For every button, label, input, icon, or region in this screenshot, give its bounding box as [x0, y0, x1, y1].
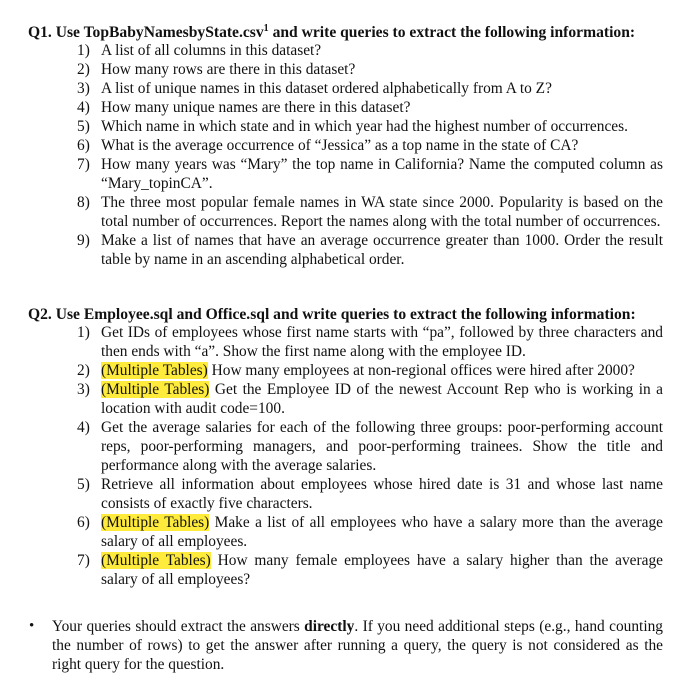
q1-heading-prefix: Q1. Use TopBabyNamesbyState.csv — [28, 24, 264, 41]
q1-item — [0, 79, 663, 98]
q1-item — [0, 231, 663, 269]
q2-item-text: How many employees at non-regional offices were hired after 2000? — [207, 362, 635, 379]
q1-item-text: A list of all columns in this dataset? — [101, 42, 322, 59]
q2-question-list — [0, 323, 700, 589]
q1-heading-suffix: and write queries to extract the following information: — [268, 24, 636, 41]
q1-item-text: What is the average occurrence of “Jessica” as a top name in the state of CA? — [101, 137, 579, 154]
q1-item-number: 2) — [77, 61, 90, 78]
q1-item-text: How many unique names are there in this dataset? — [101, 99, 411, 116]
q1-item — [0, 60, 663, 79]
q2-heading: Q2. Use Employee.sql and Office.sql and write queries to extract the following information: — [28, 306, 636, 323]
note-emphasis: directly — [304, 618, 355, 635]
bullet-icon: • — [29, 618, 35, 634]
q1-item — [0, 98, 663, 117]
q2-item — [0, 323, 663, 361]
multiple-tables-highlight: (Multiple Tables) — [101, 381, 210, 398]
submission-note — [29, 617, 663, 674]
q2-item-number: 6) — [77, 514, 90, 531]
q2-item-text: Get the Employee ID of the newest Account Rep who is working in a location with audit code=100. — [101, 381, 663, 417]
multiple-tables-highlight: (Multiple Tables) — [101, 552, 211, 569]
q2-item — [0, 475, 663, 513]
q1-item — [0, 155, 663, 193]
q2-item — [0, 418, 663, 475]
q1-heading — [28, 23, 635, 42]
q1-item-number: 3) — [77, 80, 90, 97]
q1-item — [0, 136, 663, 155]
q1-item-number: 9) — [77, 232, 90, 249]
q1-item-number: 6) — [77, 137, 90, 154]
q2-item — [0, 380, 663, 418]
q2-item — [0, 513, 663, 551]
q2-item-number: 5) — [77, 476, 90, 493]
q2-item-number: 1) — [77, 324, 90, 341]
q2-item-text: Get the average salaries for each of the following three groups: poor-performing account reps, poor-performing managers, and poor-performing trainees. Show the title and performance along with the average salaries. — [101, 419, 663, 474]
q1-footnote-marker: 1 — [263, 22, 269, 34]
q1-item-number: 7) — [77, 156, 90, 173]
multiple-tables-highlight: (Multiple Tables) — [101, 514, 210, 531]
q1-item-number: 5) — [77, 118, 90, 135]
q1-item-text: How many years was “Mary” the top name in California? Name the computed column as “Mary_topinCA”. — [101, 156, 663, 192]
q2-item-number: 7) — [77, 552, 90, 569]
q1-item — [0, 193, 663, 231]
q1-item-text: How many rows are there in this dataset? — [101, 61, 356, 78]
q1-item-text: Which name in which state and in which year had the highest number of occurrences. — [101, 118, 628, 135]
note-text — [29, 617, 663, 674]
q1-question-list — [0, 41, 700, 269]
q2-item-text: Get IDs of employees whose first name starts with “pa”, followed by three characters and then ends with “a”. Show the first name along with the employee ID. — [101, 324, 663, 360]
q2-item-text: How many female employees have a salary higher than the average salary of all employees? — [101, 552, 663, 588]
q2-item — [0, 361, 663, 380]
q1-item-text: The three most popular female names in WA state since 2000. Popularity is based on the total number of occurrences. Report the names along with the total number of occurrences. — [101, 194, 663, 230]
q2-item-number: 3) — [77, 381, 90, 398]
q2-item-number: 4) — [77, 419, 90, 436]
q1-item — [0, 41, 663, 60]
q2-item-number: 2) — [77, 362, 90, 379]
q2-item-text: Make a list of all employees who have a salary more than the average salary of all employees. — [101, 514, 663, 550]
q1-item-text: Make a list of names that have an average occurrence greater than 1000. Order the result table by name in an ascending alphabetical order. — [101, 232, 663, 268]
q2-item-text: Retrieve all information about employees whose hired date is 31 and whose last name consists of exactly five characters. — [101, 476, 663, 512]
note-text-after: . If you need additional steps (e.g., hand counting the number of rows) to get the answer after running a query, the query is not considered as the right query for the question. — [52, 618, 663, 673]
q1-item-number: 1) — [77, 42, 90, 59]
note-text-before: Your queries should extract the answers — [52, 618, 305, 635]
q1-item — [0, 117, 663, 136]
q1-item-text: A list of unique names in this dataset ordered alphabetically from A to Z? — [101, 80, 552, 97]
q1-item-number: 8) — [77, 194, 90, 211]
multiple-tables-highlight: (Multiple Tables) — [101, 362, 208, 379]
q2-item — [0, 551, 663, 589]
q1-item-number: 4) — [77, 99, 90, 116]
